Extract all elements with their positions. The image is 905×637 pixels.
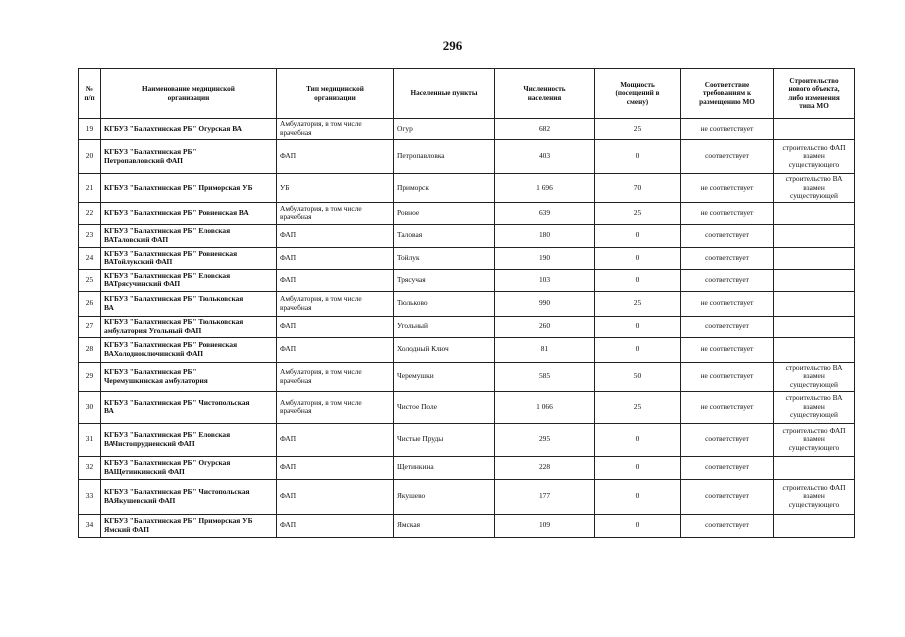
table-row [79, 514, 855, 537]
capacity-cell: 70 [595, 174, 681, 203]
organization-type-cell: ФАП [277, 337, 394, 362]
row-number-cell: 34 [79, 514, 101, 537]
organization-name-cell: КГБУЗ "Балахтинская РБ" Чистопольская ВАЯкушевский ФАП [101, 479, 277, 514]
organization-name-cell: КГБУЗ "Балахтинская РБ" Приморская УБ Ямский ФАП [101, 514, 277, 537]
capacity-cell: 25 [595, 202, 681, 224]
construction-plan-cell: строительство ВА взамен существующей [774, 391, 855, 423]
population-cell: 295 [495, 423, 595, 456]
construction-plan-cell [774, 291, 855, 316]
organization-type-cell: ФАП [277, 423, 394, 456]
settlement-cell: Чистое Поле [394, 391, 495, 423]
table-header-row [79, 69, 855, 119]
settlement-cell: Холодный Ключ [394, 337, 495, 362]
settlement-cell: Ровное [394, 202, 495, 224]
organization-name-cell: КГБУЗ "Балахтинская РБ" Ровненская ВА [101, 202, 277, 224]
organization-name-cell: КГБУЗ "Балахтинская РБ" Огурская ВАЩетинкинский ФАП [101, 456, 277, 479]
construction-plan-cell [774, 337, 855, 362]
construction-plan-cell [774, 456, 855, 479]
settlement-cell: Угольный [394, 316, 495, 337]
construction-plan-cell [774, 224, 855, 247]
construction-plan-cell: строительство ВА взамен существующей [774, 174, 855, 203]
compliance-status-cell: соответствует [681, 423, 774, 456]
settlement-cell: Черемушки [394, 362, 495, 391]
header-type: Тип медицинской организации [277, 69, 394, 119]
compliance-status-cell: не соответствует [681, 202, 774, 224]
page-number: 296 [442, 38, 463, 53]
organization-type-cell: ФАП [277, 140, 394, 174]
row-number-cell: 32 [79, 456, 101, 479]
header-population: Численность населения [495, 69, 595, 119]
settlement-cell: Трясучая [394, 269, 495, 291]
compliance-status-cell: соответствует [681, 514, 774, 537]
settlement-cell: Приморск [394, 174, 495, 203]
construction-plan-cell [774, 269, 855, 291]
row-number-cell: 33 [79, 479, 101, 514]
table-row [79, 337, 855, 362]
table-row [79, 174, 855, 203]
organization-name-cell: КГБУЗ "Балахтинская РБ" Ровненская ВАХолодноключинский ФАП [101, 337, 277, 362]
construction-plan-cell: строительство ФАП взамен существующего [774, 479, 855, 514]
organization-type-cell: Амбулатория, в том числе врачебная [277, 362, 394, 391]
header-capacity: Мощность (посещений в смену) [595, 69, 681, 119]
population-cell: 990 [495, 291, 595, 316]
row-number-cell: 19 [79, 119, 101, 140]
table-row [79, 247, 855, 269]
settlement-cell: Тойлук [394, 247, 495, 269]
capacity-cell: 0 [595, 423, 681, 456]
header-construction: Строительство нового объекта, либо изменения типа МО [774, 69, 855, 119]
population-cell: 103 [495, 269, 595, 291]
table-row [79, 291, 855, 316]
compliance-status-cell: соответствует [681, 456, 774, 479]
population-cell: 260 [495, 316, 595, 337]
compliance-status-cell: не соответствует [681, 337, 774, 362]
settlement-cell: Петропавловка [394, 140, 495, 174]
table-row [79, 316, 855, 337]
population-cell: 109 [495, 514, 595, 537]
row-number-cell: 25 [79, 269, 101, 291]
row-number-cell: 26 [79, 291, 101, 316]
header-compliance: Соответствие требованиям к размещению МО [681, 69, 774, 119]
row-number-cell: 22 [79, 202, 101, 224]
compliance-status-cell: соответствует [681, 479, 774, 514]
capacity-cell: 0 [595, 224, 681, 247]
capacity-cell: 0 [595, 316, 681, 337]
population-cell: 177 [495, 479, 595, 514]
population-cell: 1 696 [495, 174, 595, 203]
construction-plan-cell [774, 247, 855, 269]
capacity-cell: 0 [595, 337, 681, 362]
compliance-status-cell: не соответствует [681, 119, 774, 140]
compliance-status-cell: соответствует [681, 224, 774, 247]
settlement-cell: Тюльково [394, 291, 495, 316]
construction-plan-cell [774, 514, 855, 537]
organization-type-cell: ФАП [277, 269, 394, 291]
population-cell: 180 [495, 224, 595, 247]
organization-type-cell: УБ [277, 174, 394, 203]
row-number-cell: 24 [79, 247, 101, 269]
population-cell: 1 066 [495, 391, 595, 423]
table-row [79, 269, 855, 291]
organization-name-cell: КГБУЗ "Балахтинская РБ" Тюльковская ВА [101, 291, 277, 316]
table-row [79, 140, 855, 174]
population-cell: 190 [495, 247, 595, 269]
table-row [79, 119, 855, 140]
construction-plan-cell: строительство ФАП взамен существующего [774, 423, 855, 456]
row-number-cell: 27 [79, 316, 101, 337]
capacity-cell: 0 [595, 514, 681, 537]
construction-plan-cell [774, 119, 855, 140]
organization-type-cell: ФАП [277, 479, 394, 514]
organization-name-cell: КГБУЗ "Балахтинская РБ" Тюльковская амбулатория Угольный ФАП [101, 316, 277, 337]
construction-plan-cell: строительство ВА взамен существующей [774, 362, 855, 391]
settlement-cell: Ямская [394, 514, 495, 537]
organization-type-cell: Амбулатория, в том числе врачебная [277, 291, 394, 316]
capacity-cell: 0 [595, 479, 681, 514]
settlement-cell: Огур [394, 119, 495, 140]
compliance-status-cell: соответствует [681, 247, 774, 269]
capacity-cell: 0 [595, 269, 681, 291]
organization-name-cell: КГБУЗ "Балахтинская РБ" Огурская ВА [101, 119, 277, 140]
organization-type-cell: ФАП [277, 224, 394, 247]
capacity-cell: 0 [595, 140, 681, 174]
organization-type-cell: ФАП [277, 316, 394, 337]
compliance-status-cell: соответствует [681, 316, 774, 337]
row-number-cell: 31 [79, 423, 101, 456]
table-row [79, 456, 855, 479]
capacity-cell: 25 [595, 119, 681, 140]
organization-type-cell: Амбулатория, в том числе врачебная [277, 119, 394, 140]
compliance-status-cell: не соответствует [681, 362, 774, 391]
organization-type-cell: ФАП [277, 247, 394, 269]
table-row [79, 391, 855, 423]
header-num: № п/п [79, 69, 101, 119]
settlement-cell: Якушево [394, 479, 495, 514]
table-row [79, 362, 855, 391]
row-number-cell: 28 [79, 337, 101, 362]
construction-plan-cell: строительство ФАП взамен существующего [774, 140, 855, 174]
row-number-cell: 20 [79, 140, 101, 174]
header-place: Населенные пункты [394, 69, 495, 119]
row-number-cell: 21 [79, 174, 101, 203]
compliance-status-cell: не соответствует [681, 174, 774, 203]
compliance-status-cell: соответствует [681, 140, 774, 174]
population-cell: 403 [495, 140, 595, 174]
organization-name-cell: КГБУЗ "Балахтинская РБ" Еловская ВАТрясучинский ФАП [101, 269, 277, 291]
organization-type-cell: Амбулатория, в том числе врачебная [277, 391, 394, 423]
organization-type-cell: Амбулатория, в том числе врачебная [277, 202, 394, 224]
organization-name-cell: КГБУЗ "Балахтинская РБ" Приморская УБ [101, 174, 277, 203]
organization-type-cell: ФАП [277, 456, 394, 479]
table-row [79, 202, 855, 224]
capacity-cell: 0 [595, 456, 681, 479]
organization-name-cell: КГБУЗ "Балахтинская РБ" Еловская ВАТаловский ФАП [101, 224, 277, 247]
table-row [79, 479, 855, 514]
header-name: Наименование медицинской организации [101, 69, 277, 119]
construction-plan-cell [774, 202, 855, 224]
organization-name-cell: КГБУЗ "Балахтинская РБ" Чистопольская ВА [101, 391, 277, 423]
organization-name-cell: КГБУЗ "Балахтинская РБ" Ровненская ВАТойлукский ФАП [101, 247, 277, 269]
population-cell: 639 [495, 202, 595, 224]
capacity-cell: 50 [595, 362, 681, 391]
organization-name-cell: КГБУЗ "Балахтинская РБ" Петропавловский ФАП [101, 140, 277, 174]
compliance-status-cell: соответствует [681, 269, 774, 291]
row-number-cell: 30 [79, 391, 101, 423]
capacity-cell: 25 [595, 391, 681, 423]
population-cell: 585 [495, 362, 595, 391]
capacity-cell: 0 [595, 247, 681, 269]
population-cell: 682 [495, 119, 595, 140]
settlement-cell: Чистые Пруды [394, 423, 495, 456]
organization-name-cell: КГБУЗ "Балахтинская РБ" Черемушкинская амбулатория [101, 362, 277, 391]
settlement-cell: Таловая [394, 224, 495, 247]
settlement-cell: Щетинкина [394, 456, 495, 479]
organization-type-cell: ФАП [277, 514, 394, 537]
table-row [79, 224, 855, 247]
capacity-cell: 25 [595, 291, 681, 316]
population-cell: 228 [495, 456, 595, 479]
population-cell: 81 [495, 337, 595, 362]
table-body [79, 119, 855, 538]
row-number-cell: 23 [79, 224, 101, 247]
medical-organizations-table [78, 68, 855, 538]
construction-plan-cell [774, 316, 855, 337]
organization-name-cell: КГБУЗ "Балахтинская РБ" Еловская ВАЧистопрудненский ФАП [101, 423, 277, 456]
row-number-cell: 29 [79, 362, 101, 391]
compliance-status-cell: не соответствует [681, 291, 774, 316]
table-row [79, 423, 855, 456]
compliance-status-cell: не соответствует [681, 391, 774, 423]
